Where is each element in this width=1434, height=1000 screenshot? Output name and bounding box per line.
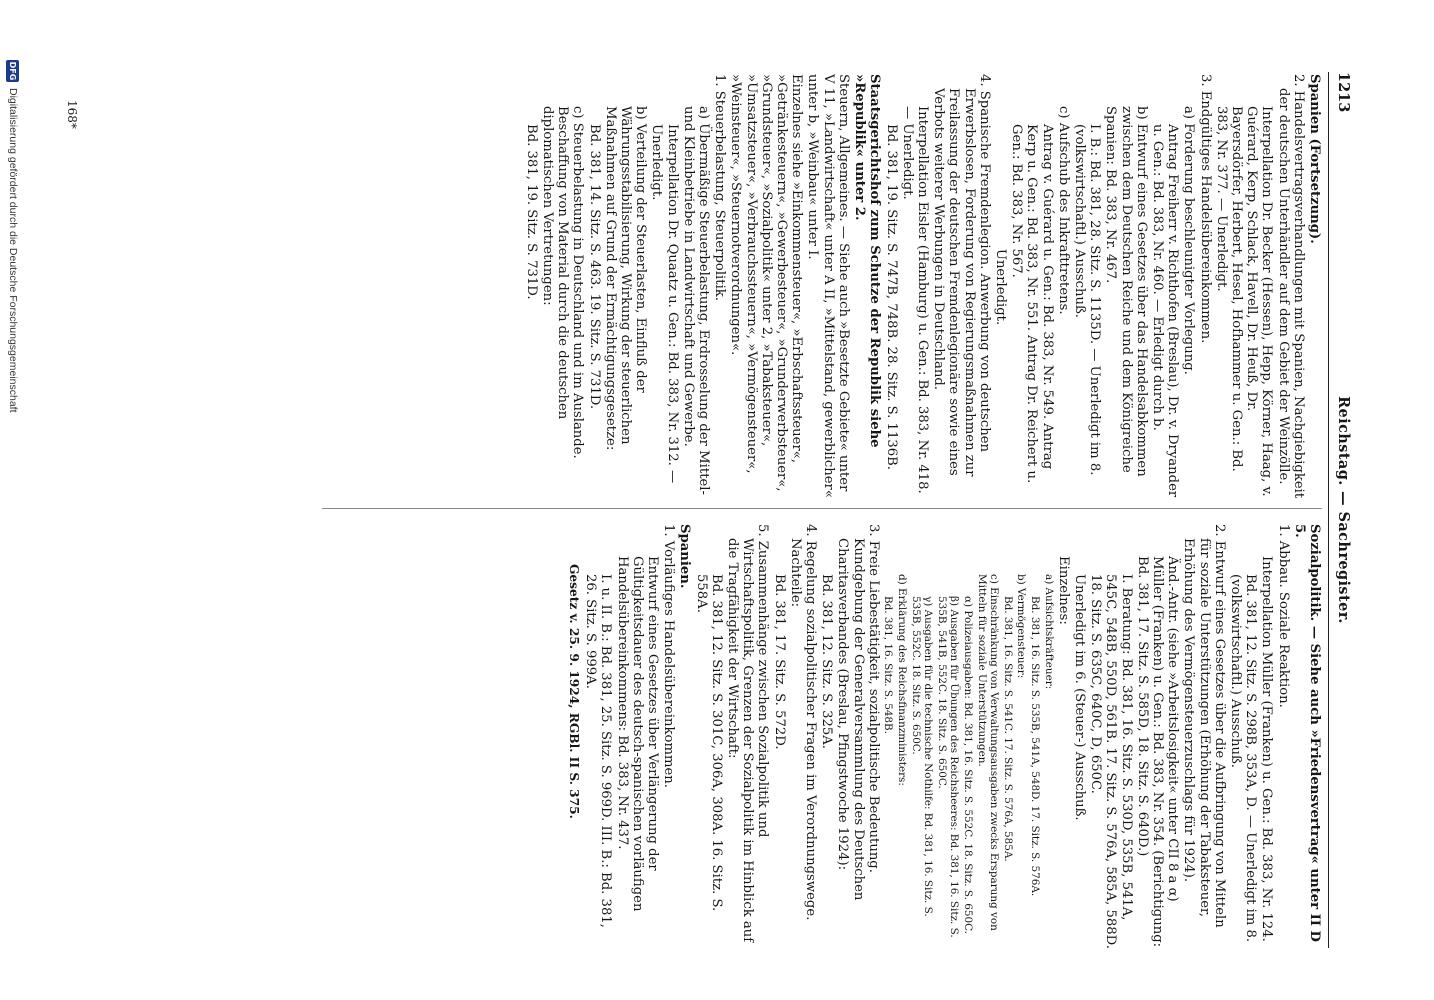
column-first	[523, 74, 1322, 500]
column-second-entry: I. Beratung: Bd. 381, 16. Sitz. S. 530D, 535B, 541A, 545C, 548B, 550D, 561B. 17. Sitz. S. 576A, 585A, 588D. 18. Sitz. S. 635C, 640C, D, 650C.	[1088, 574, 1134, 949]
column-second-entry: Sozialpolitik. — Siehe auch »Friedensvertrag« unter II D 5.	[1291, 524, 1322, 942]
dfg-logo: DFG	[8, 61, 18, 81]
gesetz-reference: Gesetz v. 25. 9. 1924, RGBl. II S. 375.	[566, 564, 581, 819]
column-second-entry: 3. Freie Liebestätigkeit, sozialpolitische Bedeutung. Kundgebung der Generalversammlung des Deutschen Charitasverbandes (Breslau, Pfingstwoche 1924):	[835, 524, 881, 901]
column-second-entry: 1. Vorläufiges Handelsübereinkommen.	[661, 524, 677, 788]
column-first-entry: c) Aufschub des Inkrafttretens.	[1055, 106, 1071, 315]
column-second-entry: Bd. 381, 16. Sitz. S. 548B.	[882, 596, 895, 734]
column-first-entry: 4. Spanische Fremdenlegion. Anwerbung von deutschen Erwerbslosen, Forderung von Regierungsmaßnahmen zur Freilassung der deutschen Fremdenlegionäre sowie eines Verbots weiterer Werbungen in Deutschland.	[931, 74, 992, 477]
column-second-entry: b) Vermögensteuer:	[1015, 574, 1028, 679]
column-first-entry: Bd. 381, 19. Sitz. S. 731D.	[523, 124, 539, 300]
column-first-entry: a) Forderung beschleunigter Vorlegung.	[1181, 106, 1197, 375]
column-first-entry: I. B.: Bd. 381, 28. Sitz. S. 1135D. — Unerledigt im 8. (volkswirtschaftl.) Ausschuß.	[1071, 124, 1103, 476]
column-second-entry: d) Erklärung des Reichsfinanzministers:	[896, 574, 909, 786]
page-signature: 168*	[65, 100, 79, 129]
column-second-entry: Bd. 381, 12. Sitz. S. 298B, 353A, D. — Unerledigt im 8. (volkswirtschaftl.) Ausschuß.	[1227, 574, 1259, 943]
column-first-entry: Antrag Freiherr v. Richthofen (Breslau), Dr. v. Dryander u. Gen.: Bd. 383, Nr. 460. — Erledigt durch b.	[1149, 124, 1181, 498]
column-first-entry: Antrag v. Guérard u. Gen.: Bd. 383, Nr. 549. Antrag Kerp u. Gen.: Bd. 383, Nr. 551. Antrag Dr. Reichert u. Gen.: Bd. 383, Nr. 567.	[1009, 124, 1055, 484]
column-second-entry: Bd. 381, 17. Sitz. S. 572D.	[771, 574, 787, 750]
column-second-entry: Entwurf eines Gesetzes über Verlängerung der Gültigkeitsdauer des deutsch-spanischen vorläufigen Handelsübereinkommens: Bd. 383, Nr. 437.	[614, 556, 660, 912]
column-second-entry: 4. Regelung sozialpolitischer Fragen im Verordnungswege. Nachteile:	[787, 524, 819, 921]
column-first-entry: Interpellation Dr. Quaatz u. Gen.: Bd. 383, Nr. 312. — Unerledigt.	[649, 124, 680, 484]
footer	[4, 60, 22, 980]
column-first-entry: Interpellation Eisler (Hamburg) u. Gen.: Bd. 383, Nr. 418. — Unerledigt.	[899, 106, 930, 494]
column-first-entry: a) Übermäßige Steuerbelastung, Erdrosselung der Mittel- und Kleinbetriebe in Landwirtschaft und Gewerbe.	[680, 106, 712, 495]
column-second-entry: γ) Ausgaben für die technische Nothilfe: Bd. 381, 16. Sitz. S. 535B, 552C. 18. Sitz. S. 650C.	[909, 596, 935, 917]
column-second-entry: Spanien.	[677, 524, 693, 589]
column-first-entry: 2. Handelsvertragsverhandlungen mit Spanien, Nachgiebigkeit der deutschen Unterhändler auf dem Gebiet der Weinzölle.	[1275, 74, 1306, 499]
column-first-entry: Interpellation Dr. Becker (Hessen), Hepp, Körner, Haag, v. Guérard, Kerp, Schlack, Havell, Dr. Heuß, Dr. Bayersdörfer, Herbert, Hesel, Hofhammer u. Gen.: Bd. 383, Nr. 377. — Unerledigt.	[1213, 106, 1275, 497]
column-second-entry: Interpellation Müller (Franken) u. Gen.: Bd. 383, Nr. 124.	[1259, 556, 1275, 942]
column-first-entry: Steuern, Allgemeines. — Siehe auch »Besetzte Gebiete« unter V 11, »Landwirtschaft« unter A II, »Mittelstand, gewerblicher« unter b, »Weinbau« unter I.	[805, 74, 851, 498]
column-second-entry: Bd. 381, 12. Sitz. S. 325A.	[819, 574, 835, 749]
column-second-entry: Unerledigt im 6. (Steuer-) Ausschuß.	[1071, 574, 1087, 821]
column-second-entry: Änd.-Antr. (siehe »Arbeitslosigkeit« unter CII 8 a α) Müller (Franken) u. Gen.: Bd. 383, Nr. 354. (Berichtigung: Bd. 381, 17. Sitz. S. 585D, 18. Sitz. S. 640D.)	[1134, 556, 1181, 948]
column-second-entry: Bd. 381, 12. Sitz. S. 301C, 306A, 308A. 16. Sitz. S. 558A.	[693, 574, 724, 912]
column-second-entry: Einzelnes:	[1055, 556, 1071, 625]
column-second-entry: I. u. II. B.: Bd. 381, 25. Sitz. S. 969D. III. B.: Bd. 381, 26. Sitz. S. 999A.	[583, 574, 614, 928]
header-rule	[1328, 72, 1329, 948]
column-first-entry: Spanien (Fortsetzung).	[1307, 74, 1322, 244]
column-second-entry: α) Polizeiausgaben: Bd. 381, 16. Sitz. S. 552C. 18. Sitz. S. 650C.	[961, 596, 974, 934]
column-first-entry: b) Entwurf eines Gesetzes über das Handelsabkommen zwischen dem Deutschen Reiche und dem Königreiche Spanien: Bd. 383, Nr. 467.	[1103, 106, 1149, 477]
column-first-entry: Unerledigt.	[992, 248, 1008, 326]
column-first-entry: Staatsgerichtshof zum Schutze der Republik siehe »Republik« unter 2.	[852, 74, 883, 448]
column-first-entry: Bd. 381, 14. Sitz. S. 463. 19. Sitz. S. 731D.	[586, 124, 602, 410]
column-second	[566, 524, 1322, 950]
column-second-entry: 2. Entwurf eines Gesetzes über die Aufbringung von Mitteln für soziale Unterstützungen (Erhöhung der Tabaksteuer, Erhöhung des Vermögensteuerzuschlags für 1924).	[1181, 524, 1227, 928]
page-header	[1330, 72, 1354, 948]
column-first-entry: c) Steuerbelastung in Deutschland und im Auslande. Beschaffung von Material durch die deutschen diplomatischen Vertretungen:	[540, 106, 586, 459]
column-second-entry: 1. Abbau. Soziale Reaktion.	[1275, 524, 1291, 708]
column-second-entry: c) Einschränkung von Verwaltungsausgaben zwecks Ersparung von Mitteln für soziale Unterstützungen.	[975, 574, 1001, 931]
column-first-entry: Einzelnes siehe »Einkommensteuer«, »Erbschaftssteuer«, »Getränkesteuern«, »Gewerbesteuer«, »Grunderwerbsteuer«, »Grundsteuer«, »Sozialpolitik« unter 2, »Tabaksteuer«, »Umsatzsteuer«, »Verbrauchssteuern«, »Vermögensteuer«, »Weinsteuer«, »Steuernotverordnungen«.	[728, 74, 805, 492]
column-second-entry: β) Ausgaben für Übungen des Reichsheeres: Bd. 381, 16. Sitz. S. 535B, 541B, 552C. 18. Sitz. S. 650C.	[935, 596, 961, 938]
column-first-entry: 3. Endgültiges Handelsübereinkommen.	[1197, 74, 1213, 344]
column-first-entry: Bd. 381, 19. Sitz. S. 747B, 748B. 28. Sitz. S. 1136B.	[883, 124, 899, 470]
column-divider	[322, 508, 1322, 509]
column-second-entry: a) Aufsichtskräfteuer:	[1042, 574, 1055, 690]
column-first-entry: b) Verteilung der Steuerlasten, Einfluß der Währungsstabilisierung, Wirkung der steuerlichen Maßnahmen auf Grund der Ermächtigungsgesetze:	[602, 106, 649, 451]
running-title: Reichstag. — Sachregister.	[1335, 396, 1352, 624]
column-second-entry: 5. Zusammenhänge zwischen Sozialpolitik und Wirtschaftspolitik, Grenzen der Sozialpolitik im Hinblick auf die Tragfähigkeit der Wirtschaft:	[725, 524, 771, 943]
column-second-entry: Bd. 381, 16. Sitz. S. 535B, 541A, 548D. 17. Sitz. S. 576A.	[1028, 596, 1041, 897]
footer-text: Digitalisierung gefördert durch die Deutsche Forschungsgemeinschaft	[7, 88, 19, 413]
column-second-entry: Bd. 381, 16. Sitz. S. 541C. 17. Sitz. S. 576A, 585A.	[1001, 596, 1014, 862]
page-number: 1213	[1335, 72, 1352, 113]
column-first-entry: 1. Steuerbelastung, Steuerpolitik.	[712, 74, 728, 301]
